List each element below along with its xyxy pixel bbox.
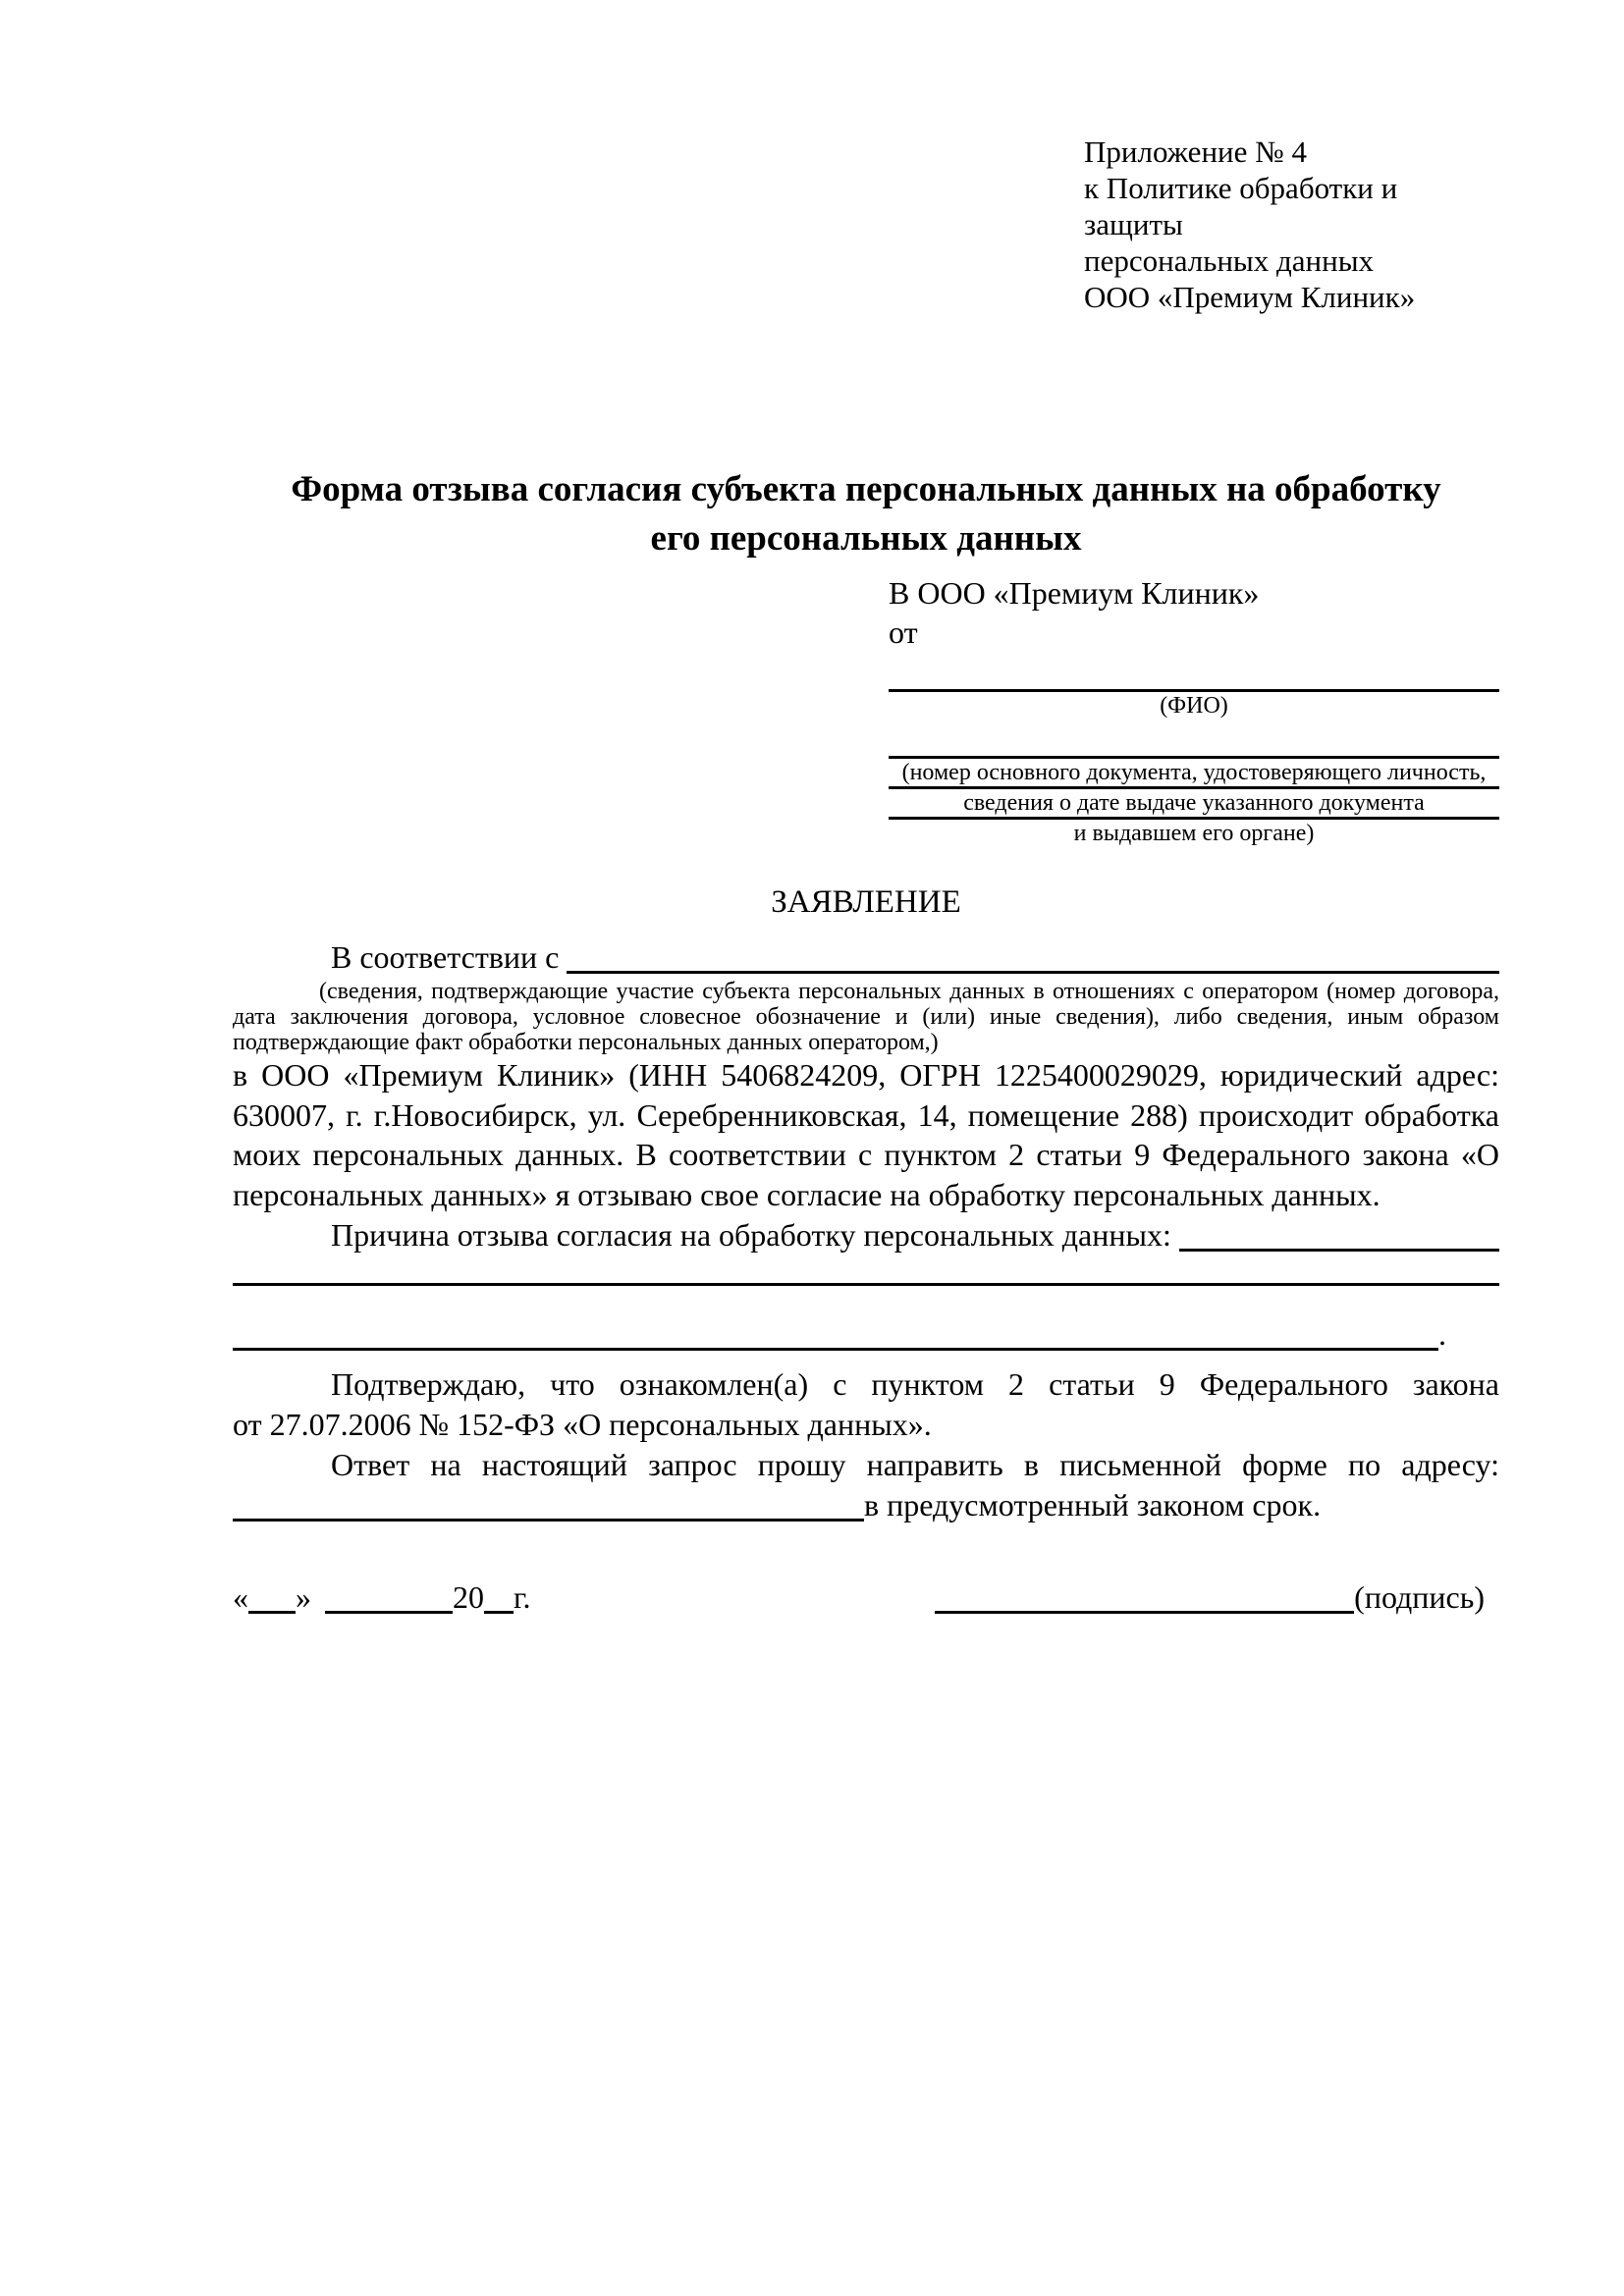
- appendix-note-line: Приложение № 4: [1084, 134, 1307, 169]
- date-group: [233, 1576, 531, 1618]
- statement-heading: ЗАЯВЛЕНИЕ: [771, 884, 961, 920]
- month-blank-line: [325, 1583, 453, 1614]
- statement-body: в ООО «Премиум Клиник» (ИНН 5406824209, ОГРН 1225400029029, юридический адрес: 630007, г. г.Новосибирск, ул. Серебренниковская, 14, помещение 288) происходит обработка моих персональных данных. В соответствии с пунктом 2 статьи 9 Федерального закона «О персональных данных» я отзываю свое согласие на обработку персональных данных.: [233, 1057, 1499, 1212]
- reply-request-line: Ответ на настоящий запрос прошу направить в письменной форме по адресу:: [331, 1447, 1499, 1482]
- page-content: [233, 0, 1499, 1618]
- reason-terminator: .: [1438, 1316, 1446, 1352]
- date-signature-row: [233, 1576, 1499, 1618]
- appendix-note-line: к Политике обработки и защиты: [1084, 171, 1398, 241]
- date-quote-close: »: [296, 1579, 311, 1615]
- reason-continuation-line-1: [233, 1283, 1499, 1286]
- addressee-block: [889, 573, 1499, 847]
- reply-address-row: [233, 1485, 1499, 1525]
- intro-prefix: В соответствии с: [331, 939, 568, 975]
- appendix-note-line: персональных данных: [1084, 243, 1375, 278]
- issue-date-field: [889, 786, 1499, 817]
- reason-continuation-line-2: [233, 1317, 1499, 1351]
- reply-suffix: в предусмотренный законом срок.: [864, 1487, 1322, 1522]
- appendix-note: [1084, 133, 1499, 315]
- confirmation-line-1: Подтверждаю, что ознакомлен(а) с пунктом 2 статьи 9 Федерального закона: [331, 1366, 1499, 1402]
- addressee-organization: В ООО «Премиум Клиник»: [889, 575, 1260, 611]
- document-number-field: [889, 756, 1499, 786]
- page-title: [233, 465, 1499, 563]
- addressee-from-label: от: [889, 614, 918, 650]
- reason-continuation-blank: [233, 1318, 1438, 1351]
- year-suffix: г.: [514, 1579, 531, 1615]
- date-quote-open: «: [233, 1579, 248, 1615]
- page-title-line: Форма отзыва согласия субъекта персональных данных на обработку: [291, 469, 1441, 509]
- year-prefix: 20: [453, 1579, 484, 1615]
- page-title-line: его персональных данных: [650, 518, 1082, 559]
- fio-field: [889, 689, 1499, 720]
- day-blank-line: [248, 1583, 296, 1614]
- fine-print-note: (сведения, подтверждающие участие субъекта персональных данных в отношениях с оператором (номер договора, дата заключения договора, условное словесное обозначение и (или) иные сведения), либо сведения, иным образом подтверждающие факт обработки персональных данных оператором,): [233, 979, 1499, 1055]
- issuing-authority-field: [889, 817, 1499, 847]
- reply-address-blank-line: [233, 1485, 864, 1522]
- reason-row: [233, 1214, 1499, 1255]
- reason-label: Причина отзыва согласия на обработку персональных данных:: [331, 1217, 1179, 1253]
- issuing-authority-caption: и выдавшем его органе): [1073, 821, 1315, 846]
- signature-caption: (подпись): [1354, 1579, 1485, 1615]
- intro-row: [233, 935, 1499, 979]
- appendix-note-line: ООО «Премиум Клиник»: [1084, 280, 1416, 314]
- year-blank-line: [484, 1583, 514, 1614]
- reason-blank-line: [1179, 1214, 1499, 1252]
- signature-blank-line: [935, 1583, 1354, 1614]
- signature-group: [935, 1576, 1485, 1618]
- issue-date-caption: сведения о дате выдаче указанного документа: [963, 790, 1425, 816]
- confirmation-line-2: от 27.07.2006 № 152-ФЗ «О персональных данных».: [233, 1407, 932, 1442]
- fio-caption: (ФИО): [1160, 693, 1228, 719]
- document-number-caption: (номер основного документа, удостоверяющего личность,: [901, 760, 1487, 785]
- intro-blank-line: [567, 935, 1499, 974]
